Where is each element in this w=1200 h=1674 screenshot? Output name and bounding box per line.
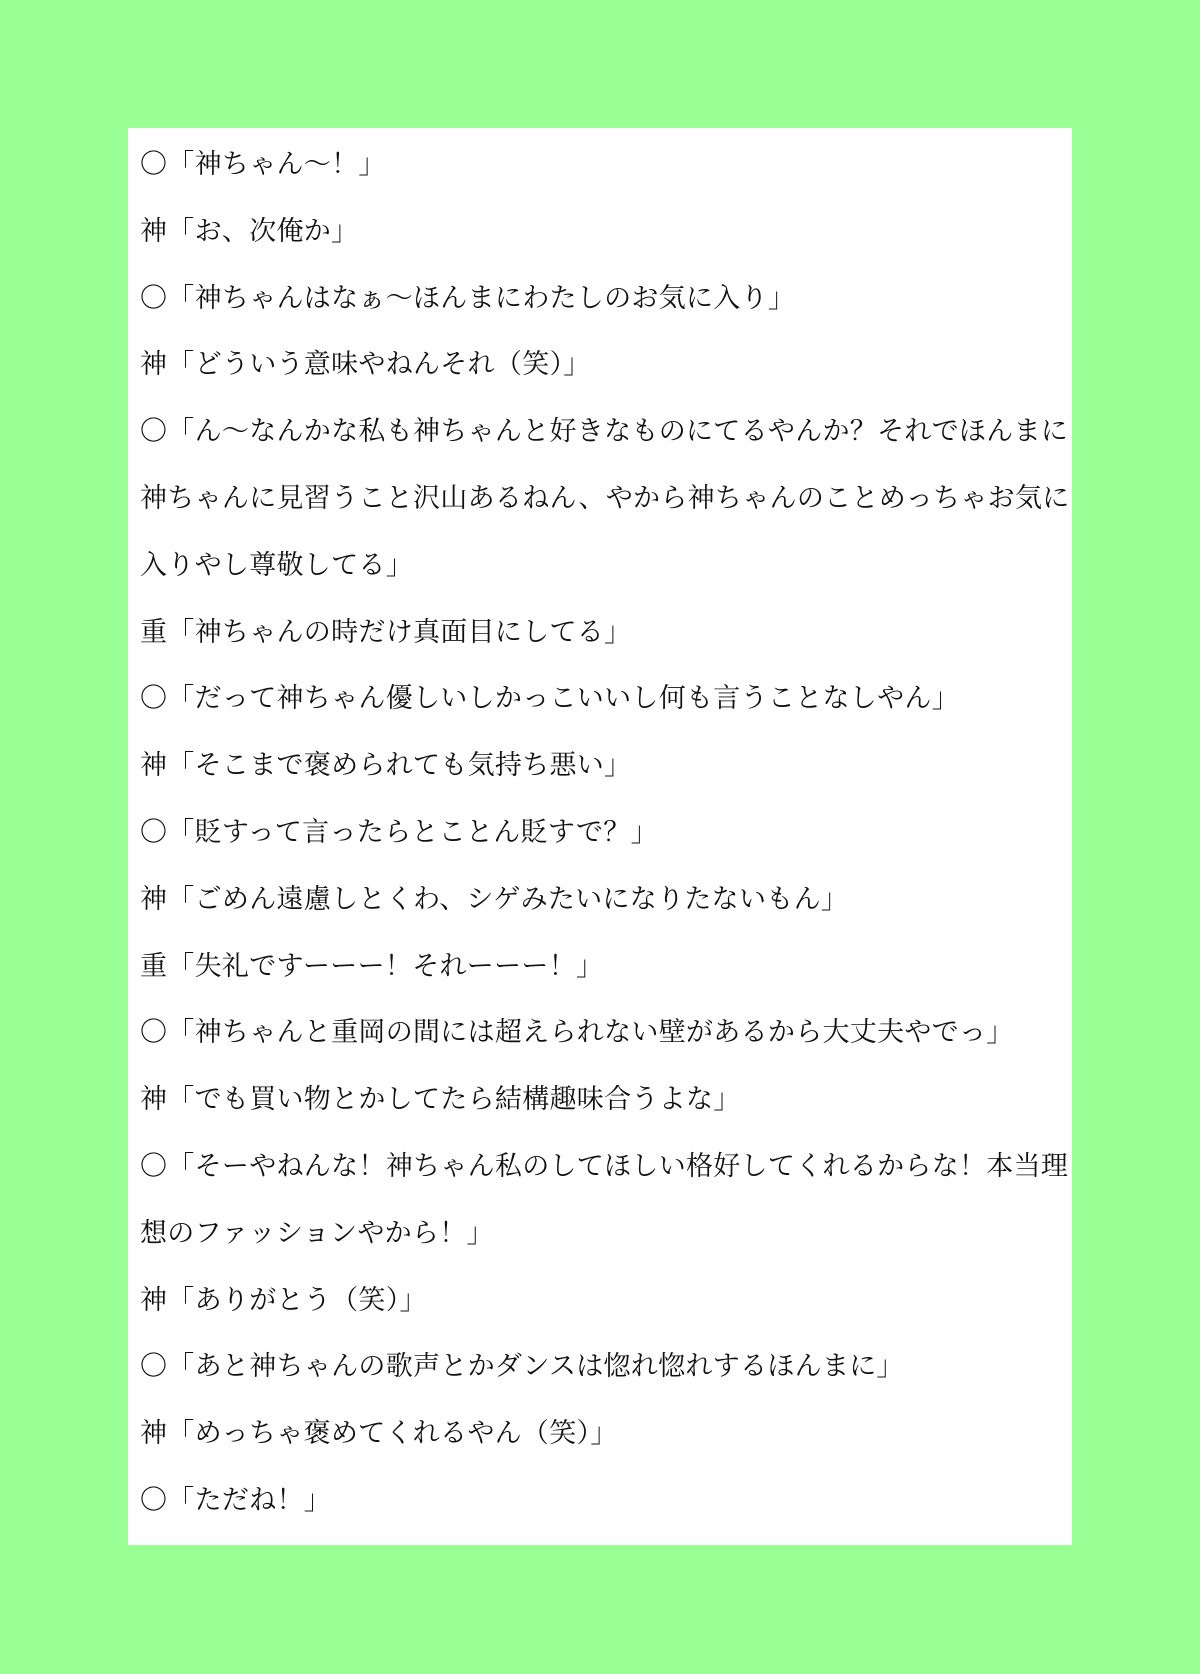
dialogue-line: 神「そこまで褒められても気持ち悪い」 (140, 750, 632, 782)
dialogue-line: 入りやし尊敬してる」 (140, 549, 413, 581)
dialogue-line: 〇「そーやねんな！神ちゃん私のしてほしい格好してくれるからな！本当理 (140, 1150, 1069, 1182)
dialogue-line: 重「失礼ですーーー！それーーー！」 (140, 950, 604, 982)
dialogue-line: 神「でも買い物とかしてたら結構趣味合うよな」 (140, 1084, 741, 1116)
dialogue-line: 〇「神ちゃんと重岡の間には超えられない壁があるから大丈夫やでっ」 (140, 1017, 1014, 1049)
dialogue-line: 〇「ただね！」 (140, 1484, 332, 1516)
dialogue-line: 重「神ちゃんの時だけ真面目にしてる」 (140, 616, 632, 648)
dialogue-line: 神「どういう意味やねんそれ（笑）」 (140, 349, 591, 381)
dialogue-line: 〇「貶すって言ったらとことん貶すで？」 (140, 816, 658, 848)
dialogue-line: 想のファッションやから！」 (140, 1217, 494, 1249)
dialogue-line: 〇「だって神ちゃん優しいしかっこいいし何も言うことなしやん」 (140, 683, 959, 715)
dialogue-line: 〇「ん〜なんかな私も神ちゃんと好きなものにてるやんか？それでほんまに (140, 416, 1069, 448)
dialogue-line: 〇「あと神ちゃんの歌声とかダンスは惚れ惚れするほんまに」 (140, 1351, 904, 1383)
dialogue-line: 神「お、次俺か」 (140, 215, 359, 247)
dialogue-line: 神「めっちゃ褒めてくれるやん（笑）」 (140, 1418, 618, 1450)
dialogue-line: 神「ありがとう（笑）」 (140, 1284, 427, 1316)
document-page (128, 128, 1072, 1545)
dialogue-line: 神「ごめん遠慮しとくわ、シゲみたいになりたないもん」 (140, 883, 849, 915)
dialogue-line: 神ちゃんに見習うこと沢山あるねん、やから神ちゃんのことめっちゃお気に (140, 482, 1070, 514)
dialogue-line: 〇「神ちゃんはなぁ〜ほんまにわたしのお気に入り」 (140, 282, 796, 314)
dialogue-line: 〇「神ちゃん〜！」 (140, 149, 386, 180)
